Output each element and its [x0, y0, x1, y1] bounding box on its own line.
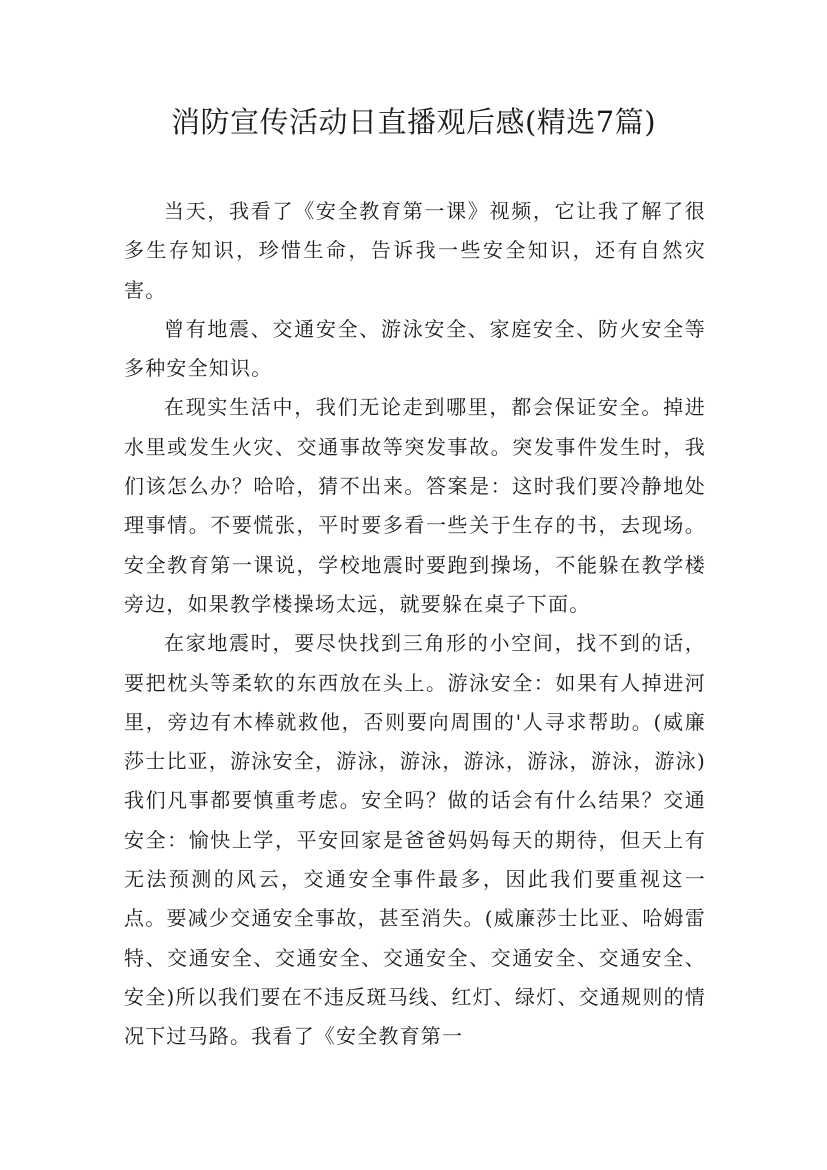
document-body	[124, 192, 706, 1057]
paragraph-4: 在家地震时，要尽快找到三角形的小空间，找不到的话，要把枕头等柔软的东西放在头上。游泳安全：如果有人掉进河里，旁边有木棒就救他，否则要向周围的'人寻求帮助。(威廉莎士比亚，游泳安全，游泳，游泳，游泳，游泳，游泳，游泳)我们凡事都要慎重考虑。安全吗？做的话会有什么结果？交通安全：愉快上学，平安回家是爸爸妈妈每天的期待，但天上有无法预测的风云，交通安全事件最多，因此我们要重视这一点。要减少交通安全事故，甚至消失。(威廉莎士比亚、哈姆雷特、交通安全、交通安全、交通安全、交通安全、交通安全、安全)所以我们要在不违反斑马线、红灯、绿灯、交通规则的情况下过马路。我看了《安全教育第一	[124, 631, 706, 1049]
paragraph-2: 曾有地震、交通安全、游泳安全、家庭安全、防火安全等多种安全知识。	[124, 316, 706, 381]
paragraph-1: 当天，我看了《安全教育第一课》视频，它让我了解了很多生存知识，珍惜生命，告诉我一些安全知识，还有自然灾害。	[124, 199, 706, 302]
document-title: 消防宣传活动日直播观后感(精选7篇)	[170, 105, 657, 139]
paragraph-3: 在现实生活中，我们无论走到哪里，都会保证安全。掉进水里或发生火灾、交通事故等突发事故。突发事件发生时，我们该怎么办？哈哈，猜不出来。答案是：这时我们要冷静地处理事情。不要慌张，平时要多看一些关于生存的书，去现场。安全教育第一课说，学校地震时要跑到操场，不能躲在教学楼旁边，如果教学楼操场太远，就要躲在桌子下面。	[124, 395, 706, 616]
